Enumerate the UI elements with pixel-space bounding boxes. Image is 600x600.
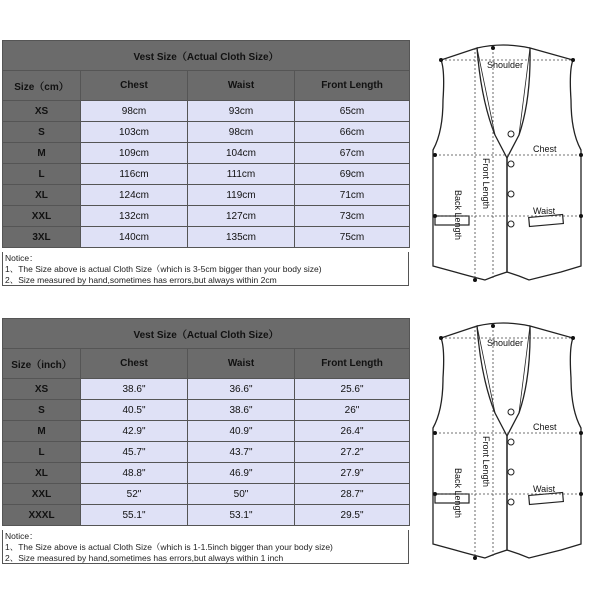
size-table-inch [2,318,410,526]
column-header-size: Size（inch） [3,349,81,379]
chest-value: 45.7" [81,442,188,463]
waist-value: 46.9" [188,463,295,484]
notice-line-1: 1、The Size above is actual Cloth Size（which is 1-1.5inch bigger than your body size) [5,542,333,552]
notice-line-1: 1、The Size above is actual Cloth Size（which is 3-5cm bigger than your body size) [5,264,322,274]
waist-value: 38.6" [188,400,295,421]
size-label: XS [3,101,81,122]
column-header-size: Size（cm） [3,71,81,101]
waist-value: 104cm [188,143,295,164]
table-title: Vest Size（Actual Cloth Size） [3,41,410,71]
waist-value: 40.9" [188,421,295,442]
waist-value: 111cm [188,164,295,185]
front-length-value: 25.6" [295,379,410,400]
column-header-front-length: Front Length [295,349,410,379]
waist-value: 50" [188,484,295,505]
table-row [3,379,410,400]
chest-value: 98cm [81,101,188,122]
size-label: M [3,143,81,164]
table-row [3,185,410,206]
column-header-front-length: Front Length [295,71,410,101]
waist-value: 119cm [188,185,295,206]
table-row [3,442,410,463]
front-length-value: 66cm [295,122,410,143]
front-length-value: 73cm [295,206,410,227]
front-length-value: 27.9" [295,463,410,484]
chest-value: 116cm [81,164,188,185]
size-label: XS [3,379,81,400]
waist-label: Waist [533,206,556,216]
size-label: XL [3,463,81,484]
table-row [3,206,410,227]
vest-diagram [415,318,595,568]
table-row [3,505,410,526]
front-length-value: 71cm [295,185,410,206]
front-length-value: 65cm [295,101,410,122]
waist-label: Waist [533,484,556,494]
back-length-label: Back Length [453,468,463,519]
size-label: L [3,164,81,185]
notice-box [2,252,409,286]
front-length-value: 26.4" [295,421,410,442]
size-label: S [3,122,81,143]
table-row [3,463,410,484]
column-header-chest: Chest [81,71,188,101]
front-length-value: 26" [295,400,410,421]
front-length-value: 75cm [295,227,410,248]
chest-label: Chest [533,144,557,154]
size-label: XXXL [3,505,81,526]
notice-heading: Notice： [5,253,38,263]
waist-value: 135cm [188,227,295,248]
column-header-waist: Waist [188,349,295,379]
size-label: L [3,442,81,463]
chest-value: 40.5" [81,400,188,421]
size-table-cm [2,40,410,248]
vest-diagram [415,40,595,290]
chest-value: 48.8" [81,463,188,484]
waist-value: 43.7" [188,442,295,463]
table-row [3,484,410,505]
front-length-value: 67cm [295,143,410,164]
waist-value: 93cm [188,101,295,122]
vest-outline [433,45,581,280]
waist-value: 127cm [188,206,295,227]
front-length-label: Front Length [481,158,491,210]
size-label: XL [3,185,81,206]
table-row [3,400,410,421]
column-header-waist: Waist [188,71,295,101]
notice-line-2: 2、Size measured by hand,sometimes has errors,but always within 1 inch [5,553,284,563]
front-length-value: 69cm [295,164,410,185]
waist-value: 36.6" [188,379,295,400]
table-row [3,164,410,185]
shoulder-label: Shoulder [487,338,524,348]
size-label: S [3,400,81,421]
table-row [3,122,410,143]
notice-box [2,530,409,564]
table-row [3,143,410,164]
chest-label: Chest [533,422,557,432]
right-pocket [529,215,564,227]
table-row [3,421,410,442]
waist-value: 53.1" [188,505,295,526]
column-header-chest: Chest [81,349,188,379]
table-row [3,227,410,248]
notice-line-2: 2、Size measured by hand,sometimes has errors,but always within 2cm [5,275,277,285]
size-label: XXL [3,206,81,227]
chest-value: 52" [81,484,188,505]
back-length-label: Back Length [453,190,463,241]
chest-value: 42.9" [81,421,188,442]
front-length-label: Front Length [481,436,491,488]
notice-heading: Notice： [5,531,38,541]
right-pocket [529,493,564,505]
waist-value: 98cm [188,122,295,143]
chest-value: 55.1" [81,505,188,526]
table-title: Vest Size（Actual Cloth Size） [3,319,410,349]
shoulder-label: Shoulder [487,60,524,70]
chest-value: 109cm [81,143,188,164]
front-length-value: 28.7" [295,484,410,505]
front-length-value: 29.5" [295,505,410,526]
chest-value: 124cm [81,185,188,206]
size-label: M [3,421,81,442]
front-length-value: 27.2" [295,442,410,463]
size-panel-cm [0,40,600,290]
chest-value: 103cm [81,122,188,143]
size-panel-inch [0,318,600,568]
chest-value: 132cm [81,206,188,227]
chest-value: 140cm [81,227,188,248]
table-row [3,101,410,122]
size-label: XXL [3,484,81,505]
chest-value: 38.6" [81,379,188,400]
size-label: 3XL [3,227,81,248]
